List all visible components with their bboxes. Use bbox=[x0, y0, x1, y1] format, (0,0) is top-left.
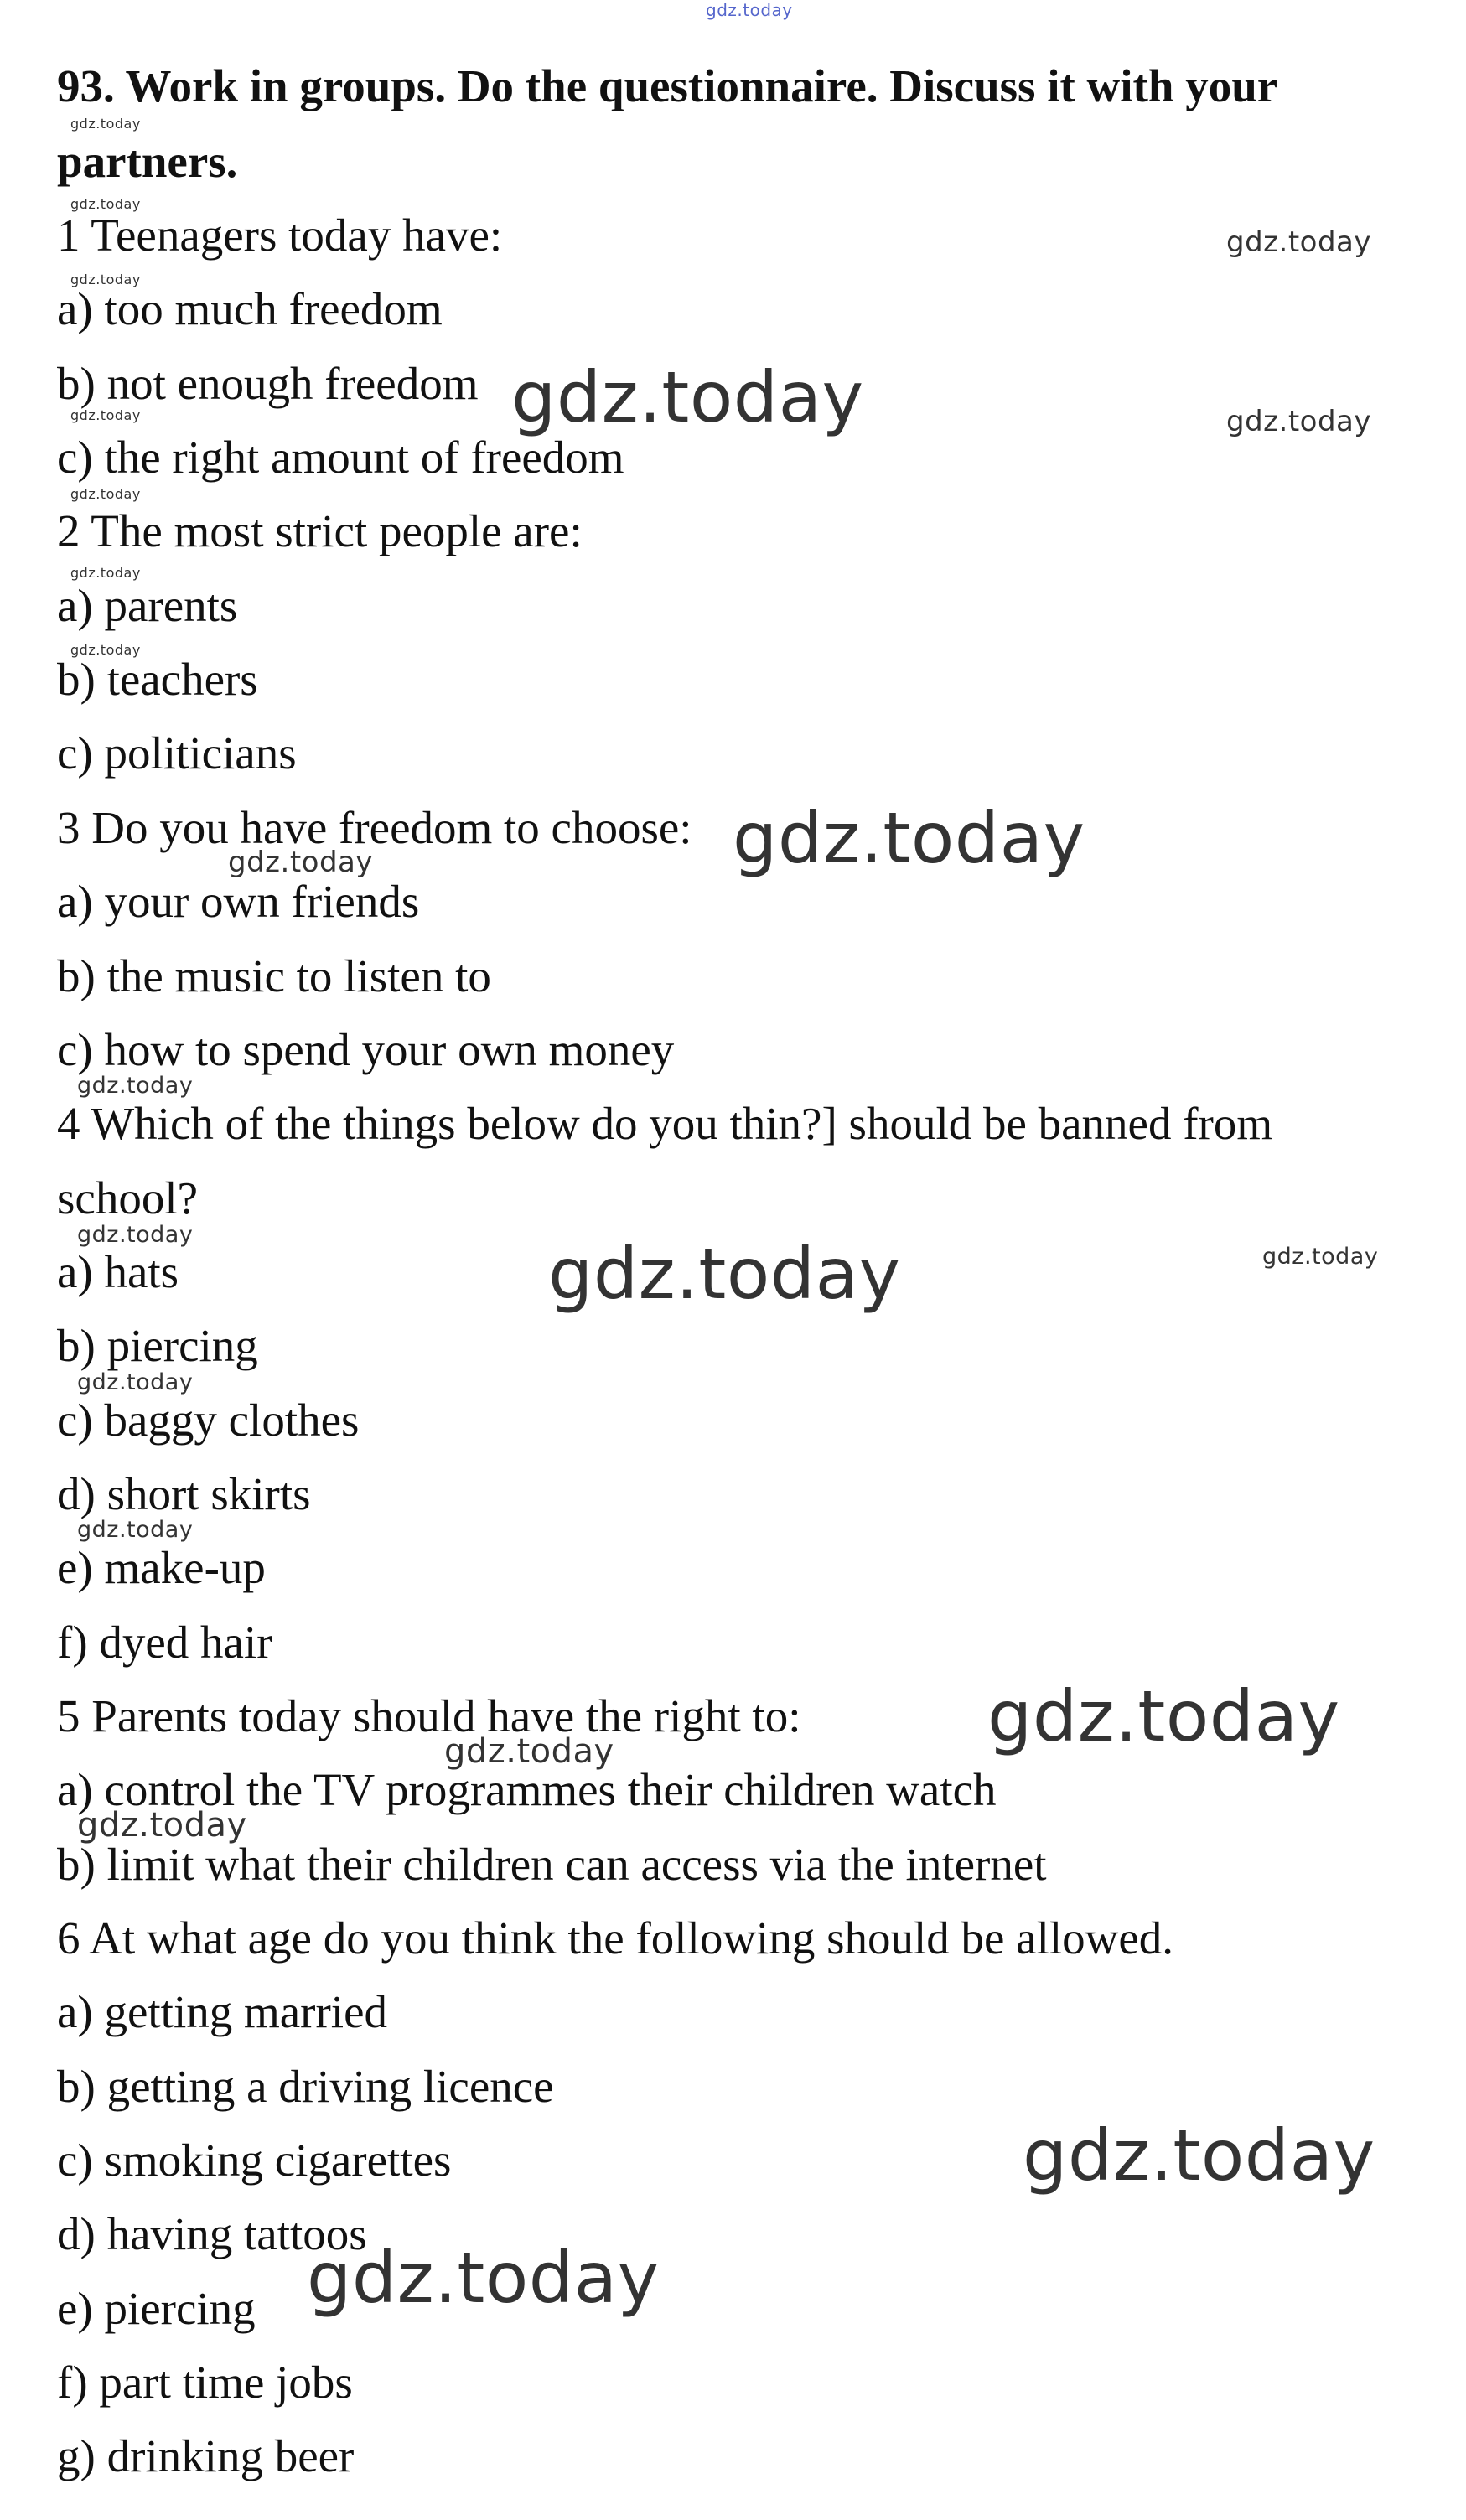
watermark-tiny: gdz.today bbox=[70, 642, 141, 658]
question-3-option-a: a) your own friends bbox=[57, 876, 420, 927]
watermark-small: gdz.today bbox=[77, 1517, 194, 1543]
question-6-option-b: b) getting a driving licence bbox=[57, 2061, 554, 2112]
task-heading-line-1: 93. Work in groups. Do the questionnaire. Discuss it with your bbox=[57, 60, 1278, 111]
watermark-medium: gdz.today bbox=[77, 1806, 247, 1845]
watermark-large: gdz.today bbox=[548, 1233, 901, 1315]
question-6-option-a: a) getting married bbox=[57, 1986, 387, 2037]
watermark-small: gdz.today bbox=[77, 1369, 194, 1395]
watermark-large: gdz.today bbox=[987, 1675, 1340, 1757]
question-5-option-b: b) limit what their children can access via the internet bbox=[57, 1839, 1047, 1890]
watermark-tiny: gdz.today bbox=[70, 196, 141, 212]
watermark-small: gdz.today bbox=[1226, 225, 1371, 259]
watermark-large: gdz.today bbox=[307, 2237, 660, 2319]
question-6-option-g: g) drinking beer bbox=[57, 2430, 355, 2481]
question-3-label: 3 Do you have freedom to choose: bbox=[57, 802, 692, 853]
watermark-small: gdz.today bbox=[1262, 1244, 1379, 1270]
question-4-option-d: d) short skirts bbox=[57, 1468, 311, 1519]
question-2-label: 2 The most strict people are: bbox=[57, 505, 583, 556]
question-4-option-c: c) baggy clothes bbox=[57, 1395, 360, 1446]
question-2-option-c: c) politicians bbox=[57, 727, 297, 779]
watermark-small: gdz.today bbox=[1226, 405, 1371, 438]
question-3-option-b: b) the music to listen to bbox=[57, 950, 491, 1001]
question-4-label-line-1: 4 Which of the things below do you thin?] should be banned from bbox=[57, 1098, 1273, 1149]
question-6-option-f: f) part time jobs bbox=[57, 2357, 353, 2408]
question-6-option-d: d) having tattoos bbox=[57, 2208, 367, 2259]
watermark-medium: gdz.today bbox=[444, 1732, 614, 1771]
task-heading-line-2: partners. bbox=[57, 136, 238, 187]
watermark-tiny: gdz.today bbox=[70, 565, 141, 581]
watermark-large: gdz.today bbox=[733, 797, 1085, 879]
watermark-small: gdz.today bbox=[228, 846, 373, 879]
question-2-option-a: a) parents bbox=[57, 580, 238, 631]
watermark-large: gdz.today bbox=[1023, 2114, 1375, 2197]
watermark-tiny: gdz.today bbox=[70, 486, 141, 502]
watermark-top: gdz.today bbox=[706, 0, 793, 20]
watermark-tiny: gdz.today bbox=[70, 116, 141, 132]
question-4-option-b: b) piercing bbox=[57, 1320, 258, 1371]
question-5-option-a: a) control the TV programmes their children watch bbox=[57, 1764, 997, 1815]
question-6-option-c: c) smoking cigarettes bbox=[57, 2134, 452, 2186]
question-1-option-b: b) not enough freedom bbox=[57, 358, 479, 409]
question-1-option-a: a) too much freedom bbox=[57, 283, 443, 334]
question-4-option-a: a) hats bbox=[57, 1246, 179, 1297]
question-1-label: 1 Teenagers today have: bbox=[57, 210, 503, 261]
question-4-option-f: f) dyed hair bbox=[57, 1617, 272, 1668]
watermark-tiny: gdz.today bbox=[70, 272, 141, 287]
question-6-label: 6 At what age do you think the following should be allowed. bbox=[57, 1912, 1174, 1964]
question-6-option-e: e) piercing bbox=[57, 2283, 256, 2334]
watermark-large: gdz.today bbox=[511, 356, 864, 438]
question-4-option-e: e) make-up bbox=[57, 1542, 266, 1593]
watermark-small: gdz.today bbox=[77, 1222, 194, 1248]
question-3-option-c: c) how to spend your own money bbox=[57, 1024, 675, 1075]
question-1-option-c: c) the right amount of freedom bbox=[57, 432, 624, 483]
question-4-label-line-2: school? bbox=[57, 1172, 199, 1224]
watermark-small: gdz.today bbox=[77, 1073, 194, 1099]
question-5-label: 5 Parents today should have the right to: bbox=[57, 1690, 801, 1741]
question-2-option-b: b) teachers bbox=[57, 654, 258, 705]
watermark-tiny: gdz.today bbox=[70, 407, 141, 423]
